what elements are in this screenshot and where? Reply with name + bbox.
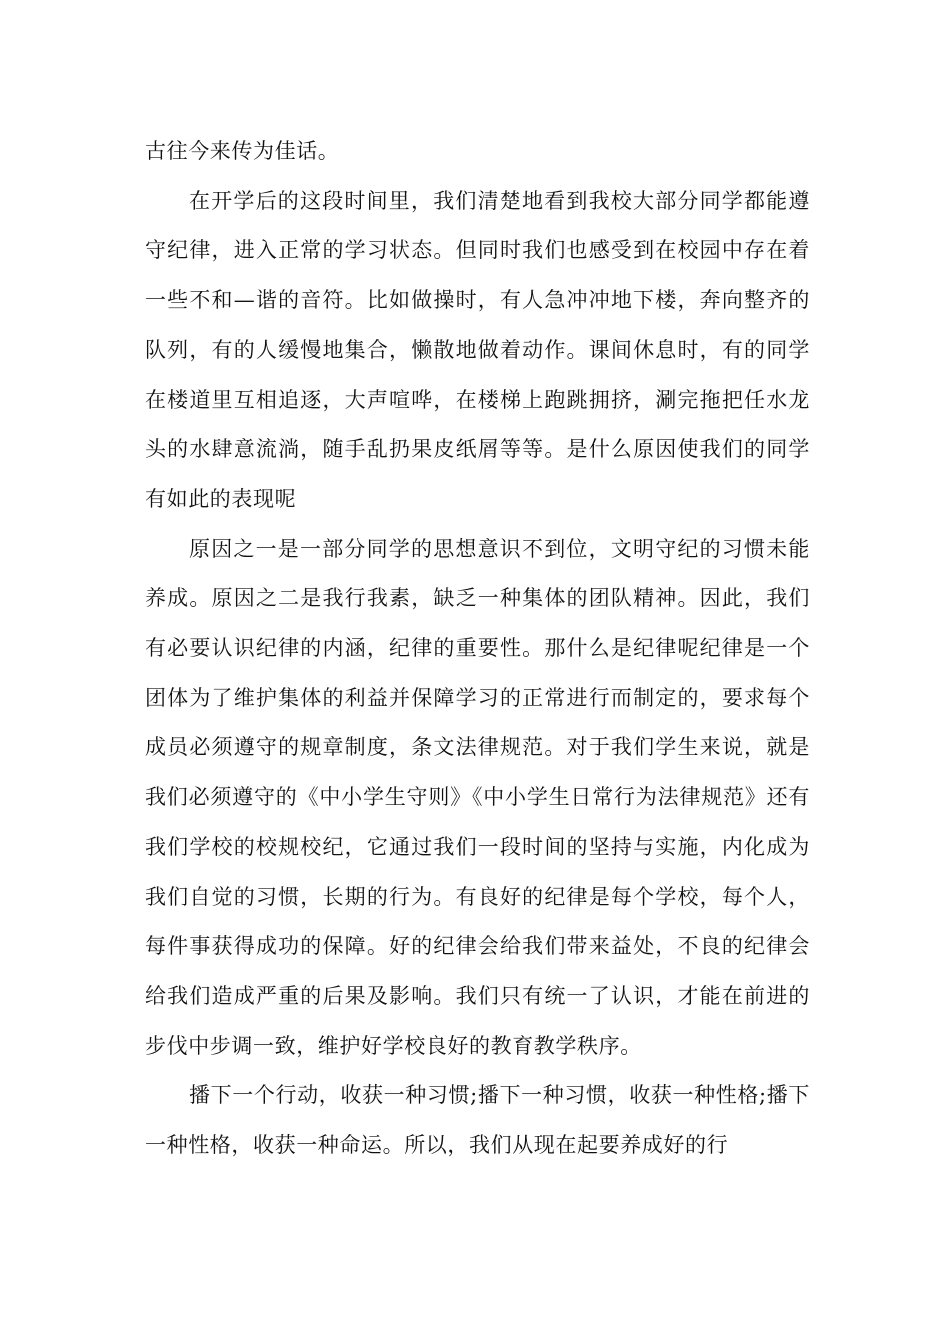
paragraph-discipline-reasons: 原因之一是一部分同学的思想意识不到位，文明守纪的习惯未能养成。原因之二是我行我素，缺乏一种集体的团队精神。因此，我们有必要认识纪律的内涵，纪律的重要性。那什么是纪律呢纪律是一个团体为了维护集体的利益并保障学习的正常进行而制定的，要求每个成员必须遵守的规章制度，条文法律规范。对于我们学生来说，就是我们必须遵守的《中小学生守则》《中小学生日常行为法律规范》还有我们学校的校规校纪，它通过我们一段时间的坚持与实施，内化成为我们自觉的习惯，长期的行为。有良好的纪律是每个学校，每个人，每件事获得成功的保障。好的纪律会给我们带来益处，不良的纪律会给我们造成严重的后果及影响。我们只有统一了认识，才能在前进的步伐中步调一致，维护好学校良好的教育教学秩序。 [145,536,810,1058]
paragraph-habit-quote: 播下一个行动，收获一种习惯;播下一种习惯，收获一种性格;播下一种性格，收获一种命运。所以，我们从现在起要养成好的行 [145,1083,810,1158]
paragraph-discipline-observation: 在开学后的这段时间里，我们清楚地看到我校大部分同学都能遵守纪律，进入正常的学习状态。但同时我们也感受到在校园中存在着一些不和—谐的音符。比如做操时，有人急冲冲地下楼，奔向整齐的队列，有的人缓慢地集合，懒散地做着动作。课间休息时，有的同学在楼道里互相追逐，大声喧哗，在楼梯上跑跳拥挤，涮完拖把任水龙头的水肆意流淌，随手乱扔果皮纸屑等等。是什么原因使我们的同学有如此的表现呢 [145,188,810,511]
document-body [145,127,810,1171]
paragraph-continuation: 古往今来传为佳话。 [145,139,340,163]
